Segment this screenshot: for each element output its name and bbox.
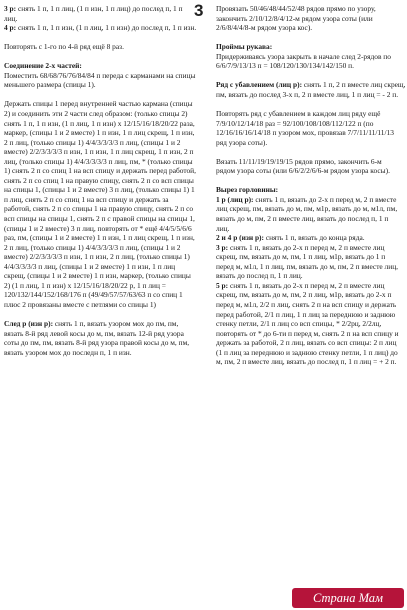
- paragraph: [216, 185, 404, 195]
- text-line: лиц скрещ, пм, вязать до м, пм, м1р, вязать до м, м1л, пм,: [216, 204, 398, 214]
- right-column: [216, 4, 404, 367]
- text-line: 5 р: снять 1 п, вязать до 2-х п перед м, 2 п вместе лиц: [216, 280, 385, 290]
- text-line: Соединение 2-х частей:: [4, 61, 82, 71]
- text-line: 12/16/16/16/14/18 п узором мох, провязав 7/7/11/11/11/13: [216, 128, 394, 138]
- text-line: Провязать 50/46/48/44/52/48 рядов прямо по узору,: [216, 4, 376, 13]
- text-line: Повторять с 1-го по 4-й ряд ещё 8 раз.: [4, 42, 124, 52]
- text-line: 4/4/3/3/3/3 п лиц, (спицы 1 и 2 вместе) 1 п изн, 1 п лиц: [4, 261, 176, 271]
- paragraph: [4, 42, 200, 52]
- text-line: перед м, м1л, 2/2 п лиц, снять 2 п на всп спицу и держать: [216, 299, 397, 309]
- watermark-text: Страна Мам: [312, 591, 384, 605]
- paragraph: [4, 61, 200, 71]
- paragraph: [216, 4, 404, 33]
- text-line: закончить 2/10/12/8/4/12-м рядом узора соты (или: [216, 13, 373, 23]
- text-line: маркер, (спицы 1 и 2 вместе) 1 п изн, 1 п лиц скрещ, 1 п изн,: [4, 128, 195, 138]
- text-line: 2 п лиц, (только спицы 1) 4/4/3/3/3/3 п лиц, (спицы 1 и 2: [4, 137, 181, 147]
- text-line: скрещ, (спицы 1 и 2 вместе) 1 п изн, маркер, (только спицы: [4, 271, 191, 281]
- text-line: работой, снять 2 п со спицы 1 на правую спицу, снять 2 п со: [4, 204, 194, 214]
- text-line: лиц.: [216, 223, 230, 233]
- paragraph: [216, 33, 404, 43]
- left-column: [4, 4, 200, 357]
- text-line: 2) и соединить эти 2 части след образом: (только спицы 2): [4, 109, 188, 119]
- text-line: на спицы 1, (спицы 1 и 2 вместе) 3 п лиц, (только спицы 1) 1: [4, 185, 195, 195]
- text-line: 1 р (лиц р): снять 1 п, вязать до 2-х п перед м, 2 п вместе: [216, 194, 397, 204]
- text-line: 120/132/144/152/168/176 п (49/49/57/57/63/63 п со спиц 1: [4, 290, 183, 300]
- text-line: ряд узора соты).: [216, 137, 268, 147]
- paragraph: [216, 80, 404, 99]
- text-line: м, пм, 2 п вместе лиц, вязать до послед п, 1 п лиц = + 2 п.: [216, 357, 397, 367]
- text-line: всп спицы на спицы 1, снять 2 п с правой спицы на спицы 1,: [4, 214, 195, 224]
- text-line: 7/9/10/12/14/18 раз = 92/100/108/108/112/122 п (по: [216, 118, 374, 128]
- paragraph: [4, 4, 200, 23]
- text-line: лиц, (только спицы 1) 4/4/3/3/3/3 п лиц, пм, * (только спицы: [4, 156, 193, 166]
- page-number: 3: [194, 1, 204, 20]
- text-line: скрещ, пм, вязать до м, пм, 1 п лиц, м1р, вязать до 1 п: [216, 252, 386, 262]
- text-line: лиц.: [4, 13, 18, 23]
- text-line: 1) снять 2 п со спиц 1 на всп спицу и держать перед работой,: [4, 166, 196, 176]
- text-line: вязать до м, пм, 2 п вместе лиц, вязать до послед п, 1 п: [216, 214, 389, 224]
- paragraph: [216, 71, 404, 81]
- text-line: 2/6/8/4/4/8-м рядом узора кос).: [216, 23, 313, 33]
- paragraph: [216, 99, 404, 109]
- text-line: перед работой, 2/1 п лиц, 1 п лиц за переднюю и заднюю: [216, 309, 396, 319]
- text-line: 3 р: снять 1 п, вязать до 2-х п перед м, 2 п вместе лиц: [216, 242, 385, 252]
- text-line: Повторять ряд с убавлением в каждом лиц ряду ещё: [216, 109, 381, 119]
- text-line: Вырез горловины:: [216, 185, 279, 195]
- text-line: Проймы рукава:: [216, 42, 273, 52]
- paragraph: [216, 147, 404, 157]
- text-line: пм, вязать до послед 3-х п, 2 п вместе лиц, 1 п лиц = - 2 п.: [216, 89, 399, 99]
- text-line: снять 1 п, 1 п изн, (1 п лиц, 1 п изн) х 12/15/16/18/20/22 раза,: [4, 118, 195, 128]
- text-line: вместе) 2/2/3/3/3/3 п изн, 1 п изн, 2 п лиц, (только спицы 1): [4, 252, 190, 262]
- text-line: (1 п лиц за переднюю и заднюю стенку петли, 1 п лиц) до: [216, 347, 398, 357]
- paragraph: [4, 90, 200, 100]
- paragraph: [216, 281, 404, 367]
- text-line: 6/6/7/9/13/13 п = 108/120/130/134/142/150 п.: [216, 61, 354, 71]
- text-line: повторять от * до 6-ти п перед м, снять 2 п на всп спицу и: [216, 328, 399, 338]
- text-line: вязать до послед п, 1 п лиц.: [216, 271, 303, 281]
- text-line: Поместить 68/68/76/76/84/84 п переда с карманами на спицы: [4, 70, 196, 80]
- text-line: Придерживаясь узора закрыть в начале след 2-рядов по: [216, 51, 391, 61]
- text-line: снять 2 п со спиц 1 на правую спицу, снять 2 п со всп спицы: [4, 175, 194, 185]
- text-line: Держать спицы 1 перед внутренней частью кармана (спицы: [4, 99, 193, 109]
- watermark-logo: [292, 588, 404, 608]
- text-line: соты до пм, пм, вязать 8-й ряд узора правой косы до м, пм,: [4, 338, 190, 348]
- paragraph: [216, 243, 404, 281]
- paragraph: [4, 310, 200, 320]
- paragraph: [216, 195, 404, 233]
- paragraph: [4, 52, 200, 62]
- paragraph: [216, 52, 404, 71]
- text-line: меньшего размера (спицы 1).: [4, 80, 96, 90]
- text-line: 4 р: снять 1 п, 1 п изн, (1 п лиц, 1 п изн) до послед п, 1 п изн.: [4, 23, 197, 33]
- paragraph: [216, 233, 404, 243]
- text-line: перед м, м1л, 1 п лиц, пм, вязать до м, пм, 2 п вместе лиц,: [216, 261, 399, 271]
- paragraph: [4, 33, 200, 43]
- paragraph: [4, 71, 200, 90]
- text-line: (спицы 1 и 2 вместе) 3 п лиц, повторять от * ещё 4/4/5/5/6/6: [4, 223, 192, 233]
- text-line: скрещ, пм, вязать до м, пм, 2 п лиц, м1р, вязать до 2-х п: [216, 290, 392, 300]
- text-line: 2 и 4 р (изн р): снять 1 п, вязать до конца ряда.: [216, 233, 365, 243]
- text-line: плюс 2 провязаны вместе с петлями со спицы 1): [4, 299, 156, 309]
- paragraph: [216, 157, 404, 176]
- text-line: вязать узором мох до последн п, 1 п изн.: [4, 347, 132, 357]
- text-line: След р (изн р): снять 1 п, вязать узором мох до пм, пм,: [4, 319, 179, 329]
- paragraph: [4, 99, 200, 309]
- text-line: стенку петли, 2/1 п лиц со всп спицы, * 2/2рц, 2/2лц,: [216, 319, 382, 329]
- text-line: раз, пм, (спицы 1 и 2 вместе) 1 п изн, 1 п лиц скрещ, 1 п изн,: [4, 233, 195, 243]
- text-line: рядом узора соты (или 6/6/2/2/6/6-м рядом узора косы).: [216, 166, 390, 176]
- paragraph: [216, 109, 404, 147]
- paragraph: [216, 176, 404, 186]
- text-line: Ряд с убавлением (лиц р): снять 1 п, 2 п вместе лиц скрещ,: [216, 80, 406, 90]
- text-line: вместе) 2/2/3/3/3/3 п изн, 1 п изн, 1 п лиц скрещ, 1 п изн, 2 п: [4, 147, 194, 157]
- text-line: 3 р: снять 1 п, 1 п лиц, (1 п изн, 1 п лиц) до послед п, 1 п: [4, 4, 183, 13]
- text-line: 2) (1 п лиц, 1 п изн) х 12/15/16/18/20/22 р, 1 п лиц =: [4, 280, 166, 290]
- paragraph: [216, 42, 404, 52]
- paragraph: [4, 23, 200, 33]
- text-line: вязать 8-й ряд левой косы до м, пм, вязать 12-й ряд узора: [4, 328, 184, 338]
- text-line: держать за работой, 2 п лиц, вязать со всп спицы: 2 п лиц: [216, 338, 397, 348]
- text-line: п лиц, снять 2 п со спиц 1 на всп спицу и держать за: [4, 194, 169, 204]
- paragraph: [4, 319, 200, 357]
- text-line: Вязать 11/11/19/19/19/15 рядов прямо, закончить 6-м: [216, 156, 382, 166]
- text-line: 2 п лиц, (только спицы 1) 4/4/3/3/3/3 п лиц, (спицы 1 и 2: [4, 242, 181, 252]
